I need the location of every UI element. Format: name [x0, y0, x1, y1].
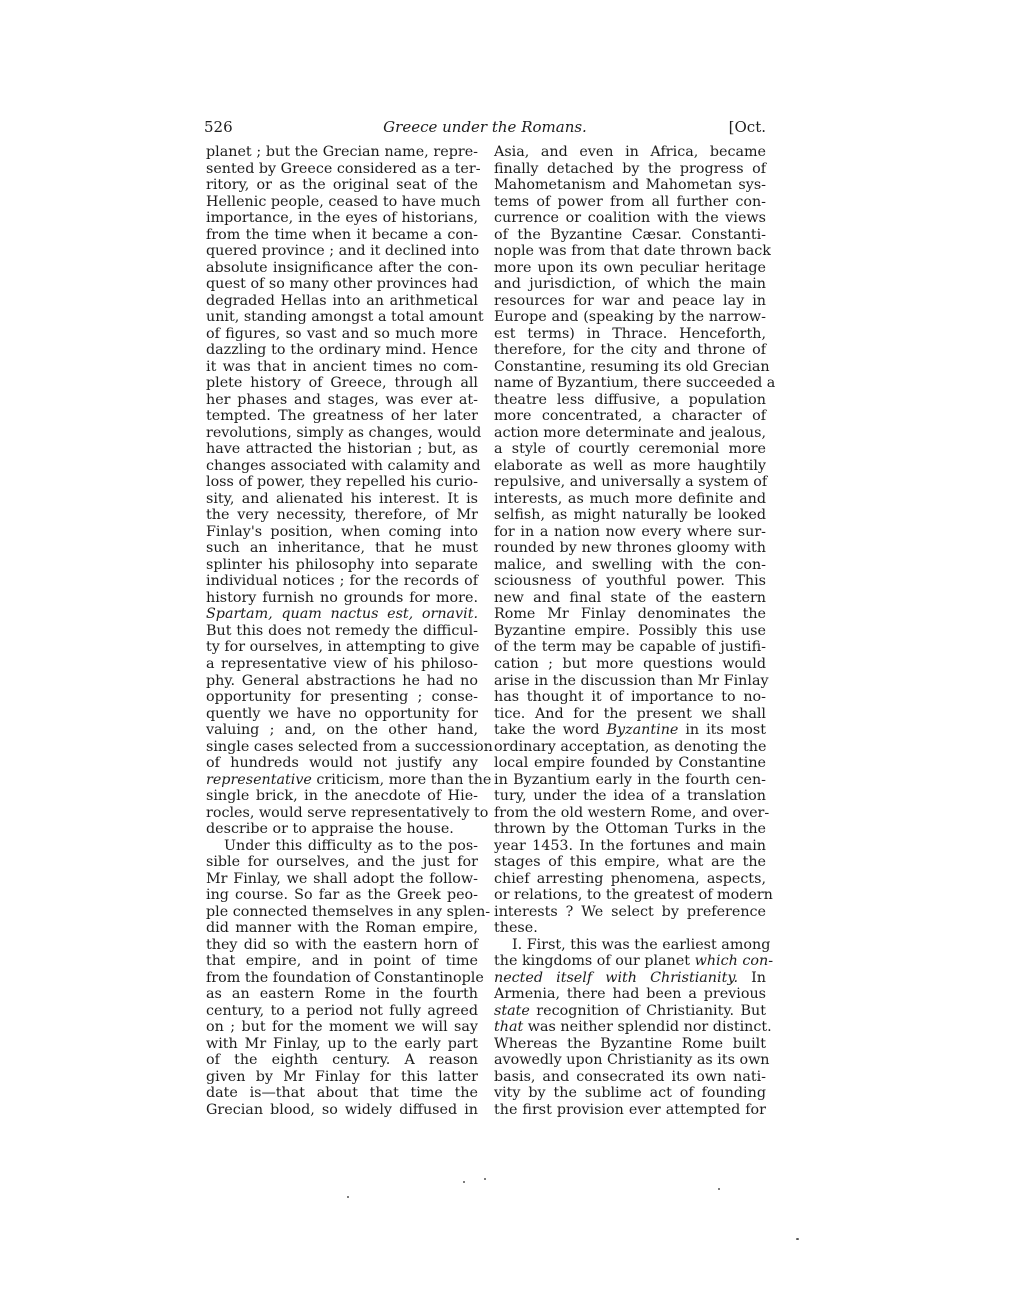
text-line: opportunity for presenting ; conse- — [206, 689, 478, 706]
text-line: tems of power from all further con- — [494, 193, 766, 210]
text-line: tury, under the idea of a translation — [494, 788, 766, 805]
text-line — [494, 1003, 766, 1020]
text-line: ty for ourselves, in attempting to give — [206, 639, 480, 656]
text-line: cation ; but more questions would — [494, 655, 766, 672]
text-line: ritory, or as the original seat of the — [206, 177, 478, 194]
text-line: for in a nation now every where sur- — [494, 523, 766, 540]
line-text: the kingdoms of our planet — [494, 953, 695, 970]
text-line: single brick, in the anecdote of Hie- — [206, 788, 478, 805]
line-text: criticism, more than the — [311, 771, 492, 788]
text-line: rocles, would serve representatively to — [206, 804, 489, 821]
text-line: loss of power, they repelled his curio- — [206, 474, 478, 491]
running-title: Greece under the Romans. — [383, 118, 587, 136]
text-line: valuing ; and, on the other hand, — [206, 722, 478, 739]
text-line: stages of this empire, what are the — [494, 854, 766, 871]
scan-speck — [484, 1178, 486, 1180]
text-line: changes associated with calamity and — [206, 457, 481, 474]
text-line: Finlay's position, when coming into — [206, 523, 478, 540]
text-line: more concentrated, a character of — [494, 408, 766, 425]
text-line: But this does not remedy the difficul- — [206, 622, 478, 639]
running-head — [204, 118, 766, 140]
text-line: sented by Greece considered as a ter- — [206, 160, 481, 177]
text-line: Europe and (speaking by the narrow- — [494, 309, 766, 326]
italic-text: representative — [206, 771, 312, 788]
text-line: from the foundation of Constantinople — [206, 969, 484, 986]
text-line: year 1453. In the fortunes and main — [494, 837, 766, 854]
text-line: repulsive, and universally a system of — [494, 474, 768, 491]
text-line: unit, standing amongst a total amount — [206, 309, 484, 326]
text-line: did manner with the Roman empire, — [206, 920, 478, 937]
italic-text: state — [494, 1002, 530, 1019]
scan-speck — [463, 1181, 465, 1183]
text-line — [494, 722, 766, 739]
text-line: local empire founded by Constantine — [494, 755, 766, 772]
text-line: Hellenic people, ceased to have much — [206, 193, 481, 210]
text-line: Whereas the Byzantine Rome built — [494, 1035, 766, 1052]
text-line: dazzling to the ordinary mind. Hence — [206, 342, 478, 359]
text-line: tice. And for the present we shall — [494, 705, 766, 722]
text-line: that empire, and in point of time — [206, 953, 478, 970]
text-line: as an eastern Rome in the fourth — [206, 986, 478, 1003]
text-line: such an inheritance, that he must — [206, 540, 478, 557]
page-number: 526 — [204, 118, 233, 136]
text-line: tempted. The greatness of her later — [206, 408, 478, 425]
text-line: Grecian blood, so widely diffused in — [206, 1101, 478, 1118]
italic-text: Spartam, quam nactus est, ornavit. — [206, 606, 478, 623]
italic-text: which con- — [694, 953, 774, 970]
text-line: sible for ourselves, and the just for — [206, 854, 478, 871]
text-line: of the eighth century. A reason — [206, 1052, 478, 1069]
text-line: of the term may be capable of justifi- — [494, 639, 766, 656]
text-line: a representative view of his philoso- — [206, 655, 478, 672]
text-line: more upon its own peculiar heritage — [494, 259, 766, 276]
text-line: Armenia, there had been a previous — [494, 986, 766, 1003]
text-line: Byzantine empire. Possibly this use — [494, 622, 766, 639]
text-line: from the old western Rome, and over- — [494, 804, 770, 821]
text-line: or relations, to the greatest of modern — [494, 887, 773, 904]
text-line: I. First, this was the earliest among — [512, 936, 771, 953]
text-line: degraded Hellas into an arithmetical — [206, 292, 478, 309]
text-line: quest of so many other provinces had — [206, 276, 479, 293]
line-text: recognition of Christianity. But — [529, 1002, 766, 1019]
text-line: ple connected themselves in any splen- — [206, 903, 491, 920]
text-line: malice, and swelling with the con- — [494, 556, 766, 573]
text-line: importance, in the eyes of historians, — [206, 210, 478, 227]
text-line: they did so with the eastern horn of — [206, 936, 478, 953]
text-line: Under this difficulty as to the pos- — [224, 837, 478, 854]
text-line: therefore, for the city and throne of — [494, 342, 766, 359]
text-line: interests ? We select by preference — [494, 903, 766, 920]
text-line: century, to a period not fully agreed — [206, 1002, 478, 1019]
text-line: new and final state of the eastern — [494, 589, 766, 606]
text-line: absolute insignificance after the con- — [206, 259, 478, 276]
text-line: arise in the discussion than Mr Finlay — [494, 672, 769, 689]
text-line: splinter his philosophy into separate — [206, 556, 478, 573]
italic-text: Byzantine — [606, 722, 679, 739]
text-line: chief arresting phenomena, aspects, — [494, 870, 766, 887]
text-line: ordinary acceptation, as denoting the — [494, 738, 767, 755]
line-text: in its most — [678, 722, 766, 739]
text-line: nople was from that date thrown back — [494, 243, 771, 260]
text-line: a style of courtly ceremonial more — [494, 441, 766, 458]
text-line: rounded by new thrones gloomy with — [494, 540, 766, 557]
text-line: elaborate as well as more haughtily — [494, 457, 766, 474]
text-line: est terms) in Thrace. Henceforth, — [494, 325, 766, 342]
line-text: was neither splendid nor distinct. — [523, 1019, 772, 1036]
text-line: of the Byzantine Cæsar. Constanti- — [494, 226, 766, 243]
text-line: sciousness of youthful power. This — [494, 573, 766, 590]
text-line: resources for war and peace lay in — [494, 292, 766, 309]
text-line: Mr Finlay, we shall adopt the follow- — [206, 870, 478, 887]
text-line — [206, 606, 478, 623]
text-line: planet ; but the Grecian name, repre- — [206, 144, 478, 160]
text-line: revolutions, simply as changes, would — [206, 424, 482, 441]
text-line: the very necessity, therefore, of Mr — [206, 507, 478, 524]
text-line — [494, 970, 766, 987]
text-line: quered province ; and it declined into — [206, 243, 480, 260]
text-line: from the time when it became a con- — [206, 226, 478, 243]
text-line: her phases and stages, was ever at- — [206, 391, 478, 408]
text-line: the first provision ever attempted for — [494, 1101, 766, 1118]
text-line: action more determinate and jealous, — [494, 424, 766, 441]
scan-speck — [718, 1188, 720, 1190]
text-line: Rome Mr Finlay denominates the — [494, 606, 766, 623]
text-line: Mahometanism and Mahometan sys- — [494, 177, 766, 194]
scan-speck — [347, 1196, 349, 1198]
text-line — [206, 771, 492, 789]
scan-speck — [796, 1238, 799, 1240]
text-line: has thought it of importance to no- — [494, 689, 766, 706]
text-line: and jurisdiction, of which the main — [494, 276, 766, 293]
text-line: of figures, so vast and so much more — [206, 325, 478, 342]
text-line: have attracted the historian ; but, as — [206, 441, 478, 458]
text-line: plete history of Greece, through all — [206, 375, 478, 392]
text-line: currence or coalition with the views — [494, 210, 766, 227]
left-text-column — [206, 144, 493, 1118]
text-line: with Mr Finlay, up to the early part — [206, 1035, 478, 1052]
text-line: sity, and alienated his interest. It is — [206, 490, 478, 507]
right-text-column — [494, 144, 776, 1118]
text-line: theatre less diffusive, a population — [494, 391, 766, 408]
italic-text: that — [494, 1019, 524, 1036]
text-line — [494, 953, 774, 970]
text-line: date is—that about that time the — [206, 1085, 478, 1102]
text-line: given by Mr Finlay for this latter — [206, 1068, 478, 1085]
text-line: on ; but for the moment we will say — [206, 1019, 478, 1036]
text-line: these. — [494, 920, 538, 937]
text-line: quently we have no opportunity for — [206, 705, 478, 722]
line-text: take the word — [494, 722, 607, 739]
text-line: in Byzantium early in the fourth cen- — [494, 771, 766, 788]
text-line: history furnish no grounds for more. — [206, 589, 478, 606]
text-line: phy. General abstractions he had no — [206, 672, 478, 689]
text-line: Asia, and even in Africa, became — [494, 144, 766, 160]
line-text: In — [738, 969, 766, 986]
month-marker: [Oct. — [728, 118, 766, 136]
text-line: of hundreds would not justify any — [206, 755, 478, 772]
text-line: single cases selected from a succession — [206, 738, 493, 755]
text-line: vity by the sublime act of founding — [494, 1085, 766, 1102]
text-line: thrown by the Ottoman Turks in the — [494, 821, 766, 838]
text-line: ing course. So far as the Greek peo- — [206, 887, 478, 904]
text-line: interests, as much more definite and — [494, 490, 766, 507]
text-line: it was that in ancient times no com- — [206, 358, 478, 375]
text-line — [494, 1019, 772, 1036]
text-line: individual notices ; for the records of — [206, 573, 478, 590]
italic-text: nected itself with Christianity. — [494, 969, 739, 986]
text-line: basis, and consecrated its own nati- — [494, 1068, 766, 1085]
text-line: Constantine, resuming its old Grecian — [494, 358, 770, 375]
text-line: finally detached by the progress of — [494, 160, 766, 177]
text-line: selfish, as might naturally be looked — [494, 507, 766, 524]
text-line: describe or to appraise the house. — [206, 821, 454, 838]
text-line: avowedly upon Christianity as its own — [494, 1052, 770, 1069]
text-line: name of Byzantium, there succeeded a — [494, 375, 776, 392]
